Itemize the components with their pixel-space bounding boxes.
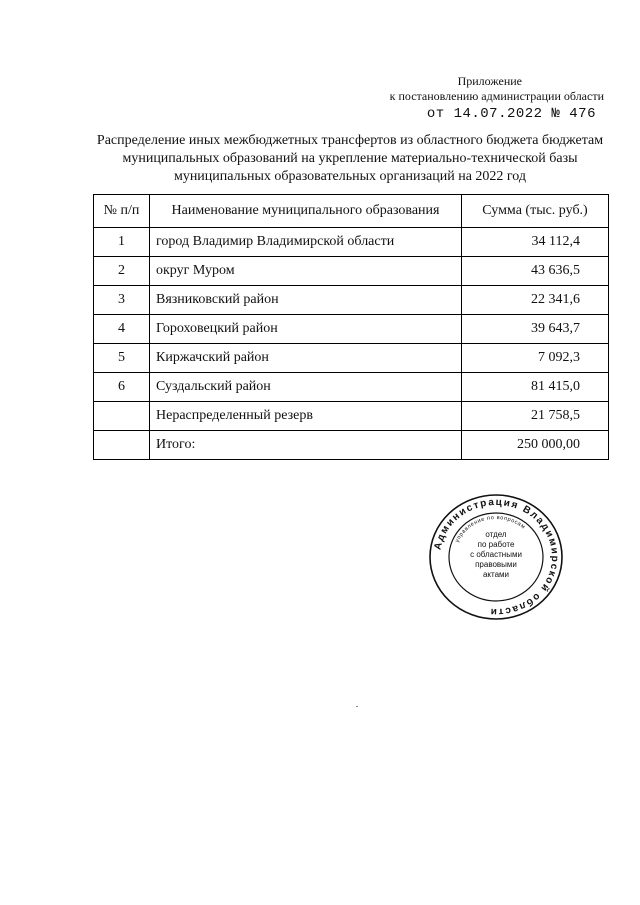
appendix-date-number: от 14.07.2022 № 476 — [426, 106, 596, 122]
official-stamp — [426, 493, 566, 623]
row-name: Итого: — [150, 431, 462, 460]
table-row — [94, 373, 609, 402]
row-number: 2 — [94, 257, 150, 286]
stamp-center-line: отдел — [485, 530, 507, 539]
table-row — [94, 228, 609, 257]
row-name: город Владимир Владимирской области — [150, 228, 462, 257]
stamp-center-line: по работе — [477, 540, 515, 549]
stamp-outer-text: Администрация Владимирской области — [432, 496, 561, 618]
row-name: Киржачский район — [150, 344, 462, 373]
row-number: 5 — [94, 344, 150, 373]
row-sum: 7 092,3 — [462, 344, 609, 373]
row-sum: 21 758,5 — [462, 402, 609, 431]
row-sum: 39 643,7 — [462, 315, 609, 344]
table-row — [94, 344, 609, 373]
appendix-block — [390, 74, 604, 122]
header-sum: Сумма (тыс. руб.) — [462, 195, 609, 228]
row-name: Вязниковский район — [150, 286, 462, 315]
row-number: 6 — [94, 373, 150, 402]
row-name: Суздальский район — [150, 373, 462, 402]
row-name: Нераспределенный резерв — [150, 402, 462, 431]
transfers-table — [93, 194, 609, 460]
row-name: округ Муром — [150, 257, 462, 286]
appendix-label: Приложение — [457, 74, 522, 88]
row-sum: 250 000,00 — [462, 431, 609, 460]
document-title: Распределение иных межбюджетных трансфертов из областного бюджета бюджетам муниципальных образований на укрепление материально-технической базы муниципальных образовательных организаций на 2022 год — [96, 133, 604, 184]
table-row — [94, 286, 609, 315]
row-number: 1 — [94, 228, 150, 257]
scan-speck — [356, 706, 358, 707]
row-sum: 34 112,4 — [462, 228, 609, 257]
row-sum: 22 341,6 — [462, 286, 609, 315]
table-header-row — [94, 195, 609, 228]
header-municipality: Наименование муниципального образования — [150, 195, 462, 228]
appendix-decree: к постановлению администрации области — [389, 89, 604, 103]
table-row-total — [94, 431, 609, 460]
table-row-reserve — [94, 402, 609, 431]
row-number — [94, 402, 150, 431]
row-name: Гороховецкий район — [150, 315, 462, 344]
stamp-inner-text: управление по вопросам — [454, 514, 527, 544]
table-row — [94, 257, 609, 286]
row-number: 3 — [94, 286, 150, 315]
row-sum: 81 415,0 — [462, 373, 609, 402]
stamp-center-line: актами — [482, 570, 510, 579]
row-number: 4 — [94, 315, 150, 344]
header-number: № п/п — [94, 195, 150, 228]
stamp-center-line: правовыми — [475, 560, 517, 569]
row-sum: 43 636,5 — [462, 257, 609, 286]
stamp-center-line: с областными — [470, 550, 522, 559]
row-number — [94, 431, 150, 460]
table-row — [94, 315, 609, 344]
